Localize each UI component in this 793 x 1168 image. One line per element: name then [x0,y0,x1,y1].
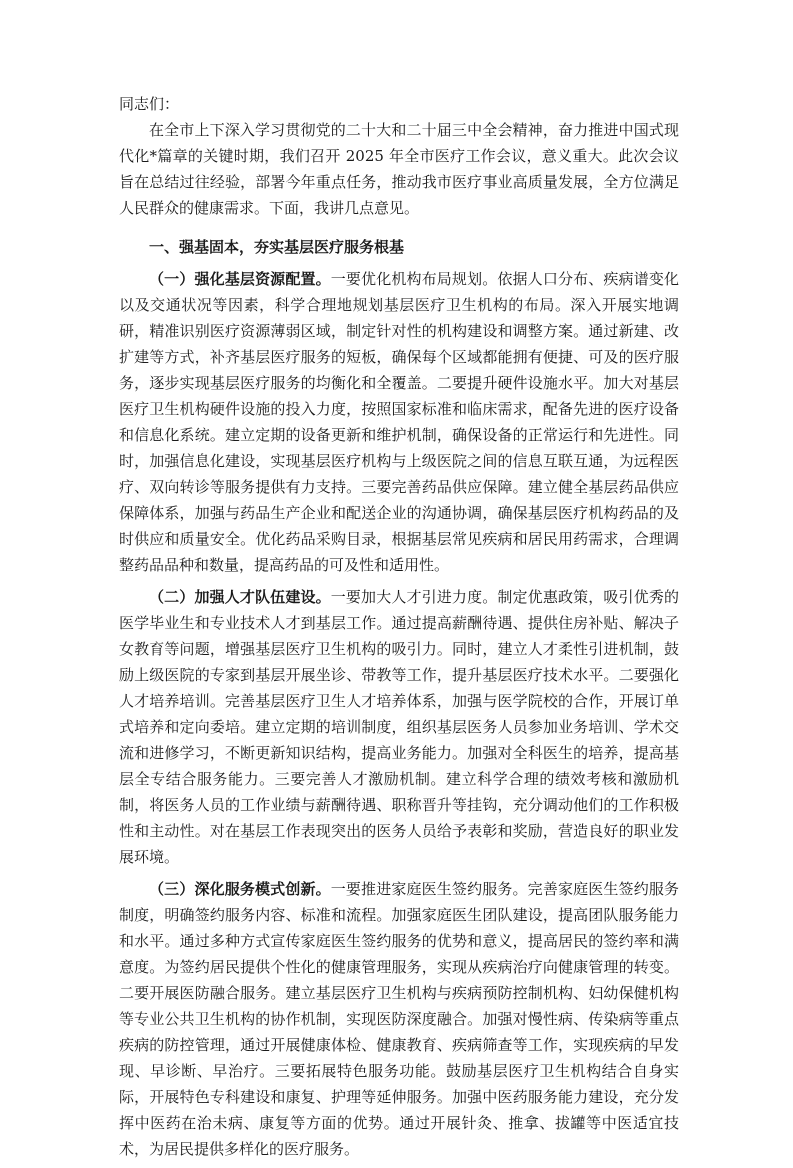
section-heading: 一、强基固本，夯实基层医疗服务根基 [149,238,405,256]
greeting: 同志们： [119,95,180,113]
intro-paragraph: 在全市上下深入学习贯彻党的二十大和二十届三中全会精神，奋力推进中国式现代化*篇章的关键时期，我们召开 2025 年全市医疗工作会议，意义重大。此次会议旨在总结过往经验，部署今年重点任务，推动我市医疗事业高质量发展，全方位满足人民群众的健康需求。下面，我讲几点意见。 [119,121,679,217]
paragraph-lead: （一）强化基层资源配置。 [149,270,331,288]
paragraph-body: 一要加大人才引进力度。制定优惠政策，吸引优秀的医学毕业生和专业技术人才到基层工作。通过提高薪酬待遇、提供住房补贴、解决子女教育等问题，增强基层医疗卫生机构的吸引力。同时，建立人才柔性引进机制，鼓励上级医院的专家到基层开展坐诊、带教等工作，提升基层医疗技术水平。二要强化人才培养培训。完善基层医疗卫生人才培养体系，加强与医学院校的合作，开展订单式培养和定向委培。建立定期的培训制度，组织基层医务人员参加业务培训、学术交流和进修学习，不断更新知识结构，提高业务能力。加强对全科医生的培养，提高基层全专结合服务能力。三要完善人才激励机制。建立科学合理的绩效考核和激励机制，将医务人员的工作业绩与薪酬待遇、职称晋升等挂钩，充分调动他们的工作积极性和主动性。对在基层工作表现突出的医务人员给予表彰和奖励，营造良好的职业发展环境。 [119,588,679,866]
paragraph-body: 一要优化机构布局规划。依据人口分布、疾病谱变化以及交通状况等因素，科学合理地规划基层医疗卫生机构的布局。深入开展实地调研，精准识别医疗资源薄弱区域，制定针对性的机构建设和调整方案。通过新建、改扩建等方式，补齐基层医疗服务的短板，确保每个区域都能拥有便捷、可及的医疗服务，逐步实现基层医疗服务的均衡化和全覆盖。二要提升硬件设施水平。加大对基层医疗卫生机构硬件设施的投入力度，按照国家标准和临床需求，配备先进的医疗设备和信息化系统。建立定期的设备更新和维护机制，确保设备的正常运行和先进性。同时，加强信息化建设，实现基层医疗机构与上级医院之间的信息互联互通，为远程医疗、双向转诊等服务提供有力支持。三要完善药品供应保障。建立健全基层药品供应保障体系，加强与药品生产企业和配送企业的沟通协调，确保基层医疗机构药品的及时供应和质量安全。优化药品采购目录，根据基层常见疾病和居民用药需求，合理调整药品品种和数量，提高药品的可及性和适用性。 [119,270,679,574]
paragraph-lead: （二）加强人才队伍建设。 [149,588,331,606]
document-page [119,91,679,1168]
paragraph-body: 一要推进家庭医生签约服务。完善家庭医生签约服务制度，明确签约服务内容、标准和流程。加强家庭医生团队建设，提高团队服务能力和水平。通过多种方式宣传家庭医生签约服务的优势和意义，提高居民的签约率和满意度。为签约居民提供个性化的健康管理服务，实现从疾病治疗向健康管理的转变。二要开展医防融合服务。建立基层医疗卫生机构与疾病预防控制机构、妇幼保健机构等专业公共卫生机构的协作机制，实现医防深度融合。加强对慢性病、传染病等重点疾病的防控管理，通过开展健康体检、健康教育、疾病筛查等工作，实现疾病的早发现、早诊断、早治疗。三要拓展特色服务功能。鼓励基层医疗卫生机构结合自身实际，开展特色专科建设和康复、护理等延伸服务。加强中医药服务能力建设，充分发挥中医药在治未病、康复等方面的优势。通过开展针灸、推拿、拔罐等中医适宜技术，为居民提供多样化的医疗服务。 [119,880,679,1158]
paragraph-3 [119,876,679,1162]
paragraph-2 [119,584,679,870]
paragraph-1 [119,266,679,578]
paragraph-lead: （三）深化服务模式创新。 [149,880,331,898]
